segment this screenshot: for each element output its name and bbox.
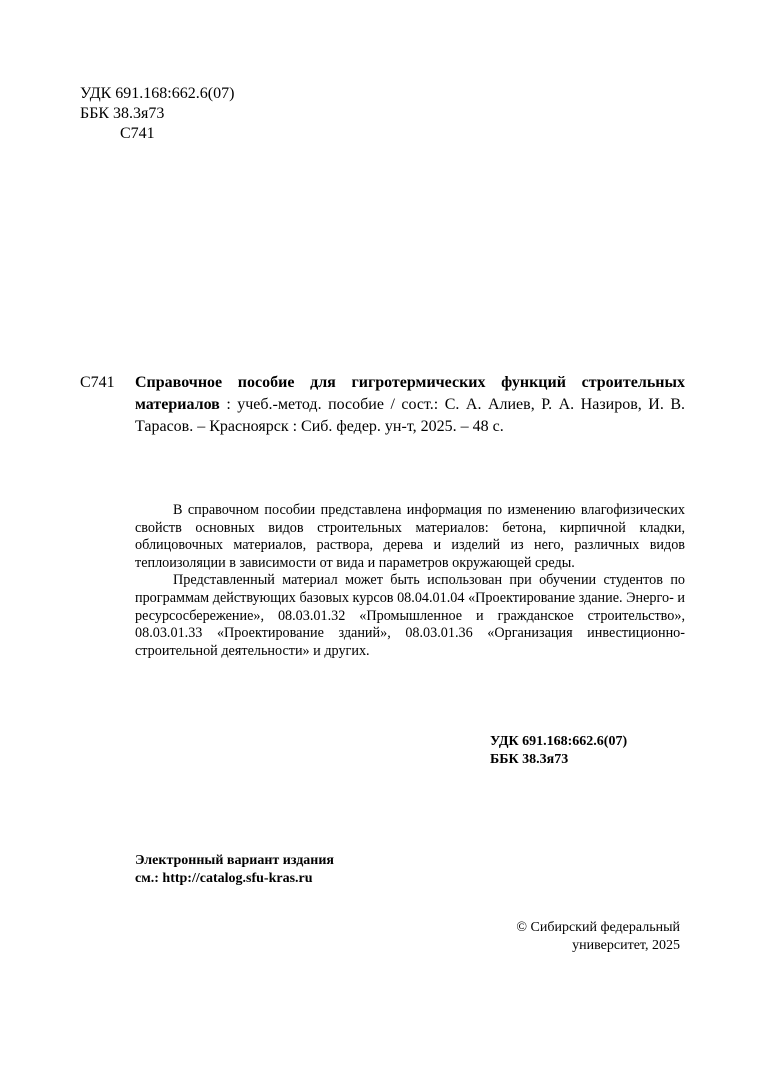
author-sign: С741 [120,125,155,142]
bottom-classification [490,733,627,768]
bottom-bbk: ББК 38.3я73 [490,751,569,767]
book-title: Справочное пособие для гигротермических функций строительных материалов [135,374,685,413]
classification-block [80,84,234,144]
abstract-paragraph-2: Представленный материал может быть использован при обучении студентов по программам действующих базовых курсов 08.04.01.04 «Проектирование здание. Энерго- и ресурсосбережение», 08.03.01.32 «Промышленное и гражданское строительство», 08.03.01.33 «Проектирование зданий», 08.03.01.36 «Организация инвестиционно-строительной деятельности» и других. [135,572,685,659]
copyright-line-2: университет, 2025 [572,938,680,953]
record-code: С741 [80,374,115,391]
electronic-version-note [135,852,334,887]
bibliographic-details: : учеб.-метод. пособие / сост.: С. А. Алиев, Р. А. Назиров, И. В. Тарасов. – Красноярск : Сиб. федер. ун-т, 2025. – 48 с. [135,396,685,435]
electronic-version-label: Электронный вариант издания [135,853,334,868]
copyright-notice [440,919,680,955]
bottom-udk: УДК 691.168:662.6(07) [490,734,628,749]
copyright-line-1: © Сибирский федеральный [516,920,680,935]
bbk-code: ББК 38.3я73 [80,105,165,122]
abstract-paragraph-1: В справочном пособии представлена информация по изменению влагофизических свойств основных видов строительных материалов: бетона, кирпичной кладки, облицовочных материалов, раствора, дерева и изделий из него, различных видов теплоизоляции в зависимости от вида и параметров окружающей среды. [135,502,685,571]
bibliographic-record [135,372,685,438]
udk-code: УДК 691.168:662.6(07) [80,85,235,102]
catalog-link[interactable]: см.: http://catalog.sfu-kras.ru [135,870,313,886]
abstract [135,502,685,660]
